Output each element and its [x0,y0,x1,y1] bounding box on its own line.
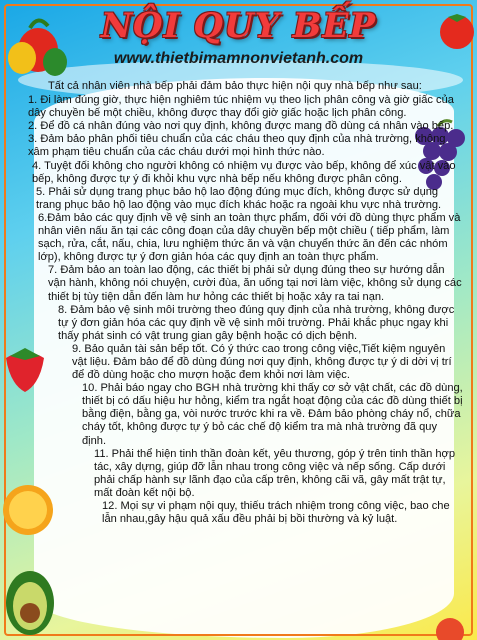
rule-item: 5. Phải sử dụng trang phục bảo hộ lao động đúng mục đích, không được sử dụng trang phục bảo hộ lao động vào mục đích khác hoặc ra ngoài khu vực nhà trường. [36,185,442,211]
fruit-corner-icon [424,612,477,640]
rule-item: 12. Mọi sự vi phạm nội quy, thiếu trách nhiệm trong công việc, bao che lẫn nhau,gây hậu quả xấu đều phải bị bồi thường và kỷ luật. [102,500,450,526]
rule-item: 3. Đảm bảo phân phối tiêu chuẩn của các cháu theo quy định của nhà trường, không xâm phạm tiêu chuẩn của các cháu dưới mọi hình thức nào. [28,133,446,159]
intro-text: Tất cả nhân viên nhà bếp phải đảm bảo thực hiện nội quy nhà bếp như sau: [48,80,422,92]
rule-item: 1. Đi làm đúng giờ, thực hiện nghiêm túc nhiệm vụ theo lịch phân công và giờ giấc của dây chuyền bế một chiều, không được thay đổi giờ giấc hoặc lịch phân công. [28,94,454,120]
website-url: www.thietbimamnonvietanh.com [113,50,364,67]
rule-item: 9. Bảo quản tài sản bếp tốt. Có ý thức cao trong công việc,Tiết kiệm nguyên vật liệu. Đảm bảo để đồ dùng đúng nơi quy định, không được tự ý di dời vị trí để đồ dùng hoặc cho mượn hoặc đem khỏi nơi làm việc. [72,342,452,382]
rule-item: 2. Để đồ cá nhân đúng vào nơi quy định, không được mang đồ dùng cá nhân vào bếp. [28,120,454,133]
rules-content [28,80,463,526]
rule-item: 7. Đảm bảo an toàn lao động, các thiết bị phải sử dụng đúng theo sự hướng dẫn vận hành, không nói chuyện, cười đùa, ăn uống tại nơi làm việc, không sử dụng các thiết bị tùy tiện dẫn đến làm hư hỏng các thiết bị hoặc xảy ra tai nạn. [48,264,462,303]
rule-item: 10. Phải báo ngay cho BGH nhà trường khi thấy cơ sở vật chất, các đồ dùng, thiết bị có dấu hiệu hư hỏng, kiểm tra ngắt hoạt động của các đồ dùng thiết bị bằng điện, bằng ga, vòi nước trước khi ra về. Đảm bảo phòng cháy nổ, chữa cháy tốt, không được tự ý bỏ các chế độ kiểm tra mà nhà trường đã quy định. [82,382,463,447]
rule-item: 11. Phải thể hiện tinh thần đoàn kết, yêu thương, góp ý trên tinh thần hợp tác, xây dựng, giúp đỡ lẫn nhau trong công việc và nếp sống. Cấp dưới phải chấp hành sự lãnh đạo của cấp trên, không cãi vã, gây mất trật tự, mất đoàn kết nội bộ. [94,447,455,499]
avocado-icon [0,558,60,640]
rule-item: 8. Đảm bảo vệ sinh môi trường theo đúng quy định của nhà trường, không được tự ý đơn giản hóa các quy định về vệ sinh môi trường. Phải khắc phục ngay khi thấy phát sinh có vật trung gian gây bệnh hoặc có dịch bệnh. [58,303,455,342]
page-title: NỘI QUY BẾP [100,6,377,46]
rule-item: 6.Đảm bảo các quy định về vệ sinh an toàn thực phẩm, đối với đồ dùng thực phẩm và nhân viên nấu ăn tại các công đoạn của dây chuyền bếp một chiều ( tiếp phẩm, làm sạch, rửa, cắt, nấu, chia, lưu nghiệm thức ăn và vận chuyển thức ăn đến các nhóm lớp), không được tự ý đơn giản hóa các quy định an toàn thực phẩm. [38,211,461,264]
rule-item: 4. Tuyệt đối không cho người không có nhiệm vụ được vào bếp, không để xúc vật vào bếp, không được tự ý đi khỏi khu vực nhà bếp nếu không được phân công. [32,159,456,185]
